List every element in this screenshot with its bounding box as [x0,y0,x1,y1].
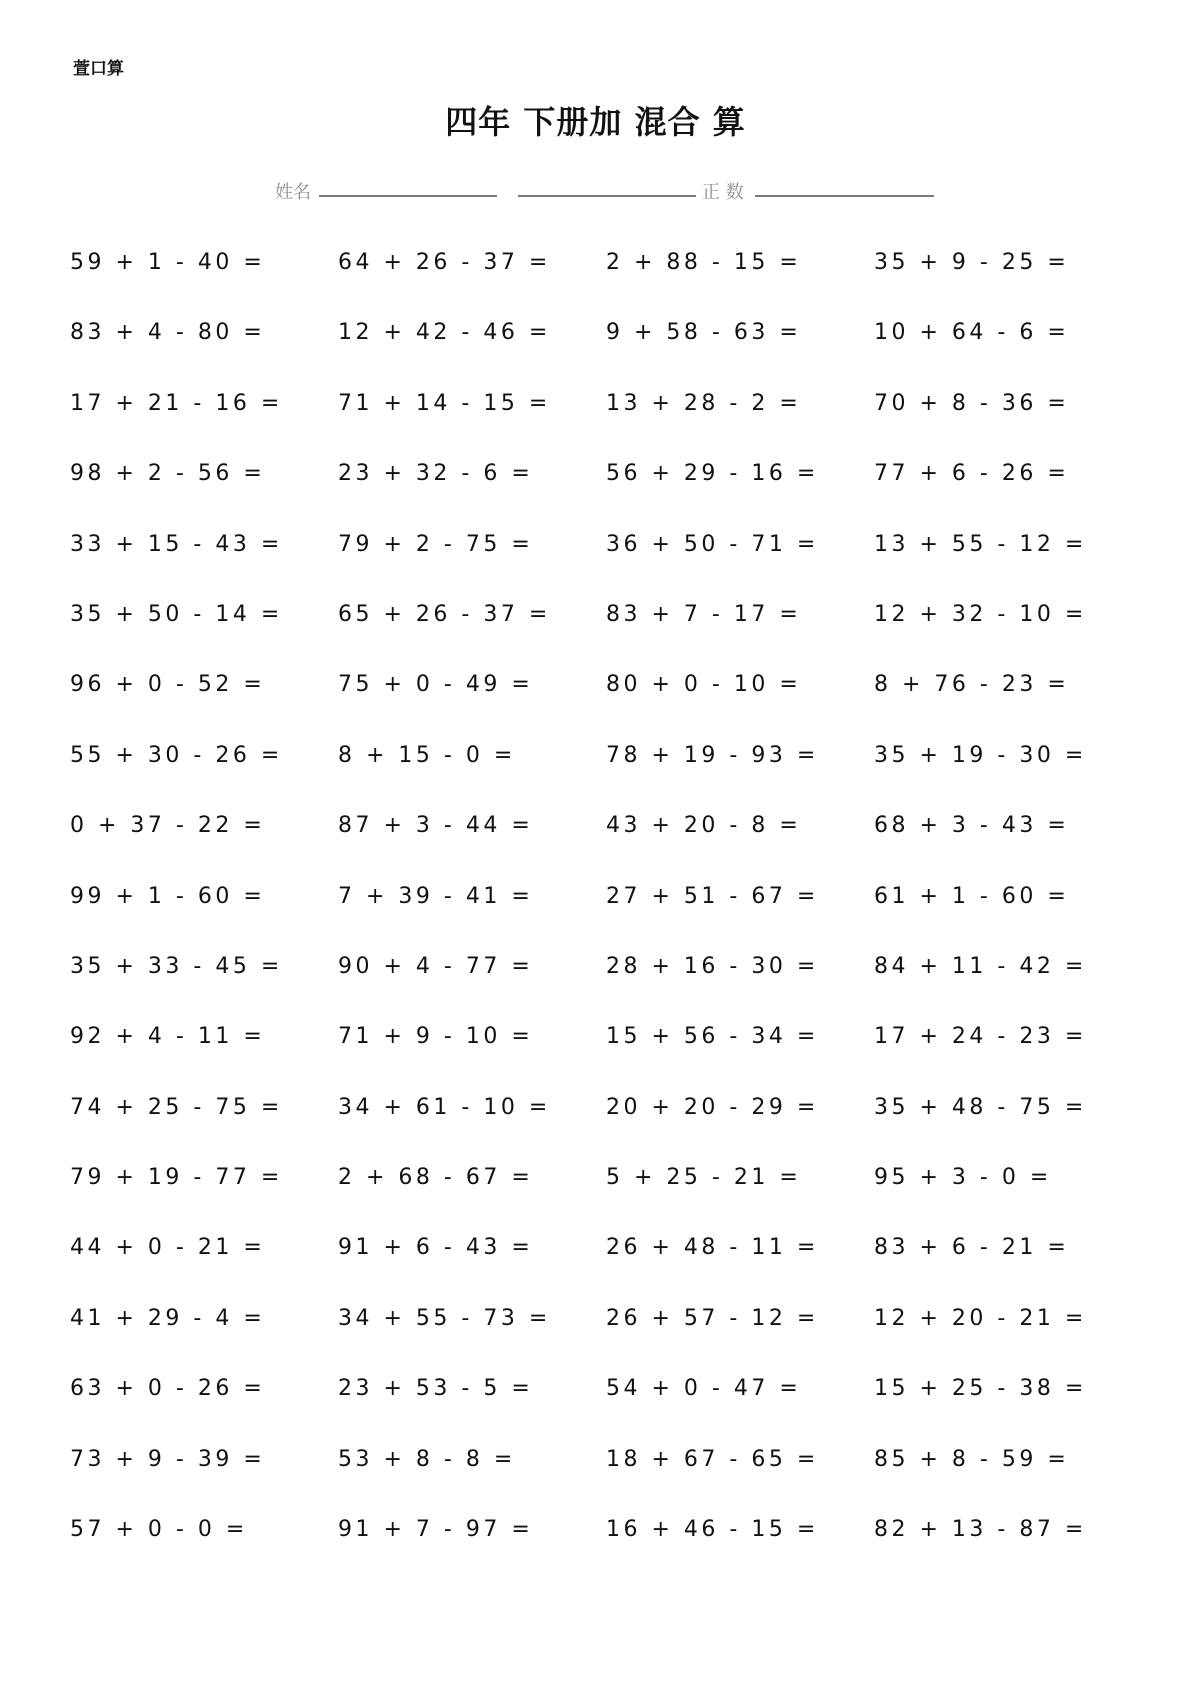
math-problem: 12 + 42 - 46 = [338,320,551,346]
math-problem: 36 + 50 - 71 = [606,531,819,557]
math-problem: 70 + 8 - 36 = [874,390,1070,416]
math-problem: 2 + 68 - 67 = [338,1165,534,1191]
math-problem: 10 + 64 - 6 = [874,320,1070,346]
math-problem: 27 + 51 - 67 = [606,883,819,909]
math-problem: 59 + 1 - 40 = [70,250,266,275]
score-label: 正 数 [702,182,744,203]
math-problem: 56 + 29 - 16 = [606,461,819,487]
math-problem: 99 + 1 - 60 = [70,883,266,909]
math-problem: 44 + 0 - 21 = [70,1235,266,1261]
math-problem: 20 + 20 - 29 = [606,1094,819,1120]
math-problem: 64 + 26 - 37 = [338,250,551,275]
math-problem: 34 + 61 - 10 = [338,1094,551,1120]
math-problem: 53 + 8 - 8 = [338,1446,516,1472]
math-problem: 15 + 25 - 38 = [874,1376,1087,1402]
math-problem: 80 + 0 - 10 = [606,672,802,698]
problem-grid [70,250,1150,1587]
math-problem: 83 + 4 - 80 = [70,320,266,346]
math-problem: 33 + 15 - 43 = [70,531,283,557]
score-rule [755,195,934,197]
math-problem: 34 + 55 - 73 = [338,1305,551,1331]
math-problem: 83 + 7 - 17 = [606,601,802,627]
math-problem: 92 + 4 - 11 = [70,1024,266,1050]
math-problem: 65 + 26 - 37 = [338,601,551,627]
math-problem: 96 + 0 - 52 = [70,672,266,698]
math-problem: 5 + 25 - 21 = [606,1165,802,1191]
math-problem: 12 + 32 - 10 = [874,601,1087,627]
name-label: 姓名 [275,182,311,203]
math-problem: 68 + 3 - 43 = [874,813,1070,839]
math-problem: 79 + 2 - 75 = [338,531,534,557]
math-problem: 12 + 20 - 21 = [874,1305,1087,1331]
math-problem: 13 + 55 - 12 = [874,531,1087,557]
math-problem: 35 + 50 - 14 = [70,601,283,627]
math-problem: 91 + 7 - 97 = [338,1517,534,1543]
blank-rule [518,195,696,197]
math-problem: 35 + 19 - 30 = [874,742,1087,768]
page-title: 四年 下册加 混合 算 [445,103,746,141]
math-problem: 77 + 6 - 26 = [874,461,1070,487]
math-problem: 82 + 13 - 87 = [874,1517,1087,1543]
math-problem: 8 + 15 - 0 = [338,742,516,768]
math-problem: 78 + 19 - 93 = [606,742,819,768]
math-problem: 87 + 3 - 44 = [338,813,534,839]
math-problem: 17 + 21 - 16 = [70,390,283,416]
math-problem: 35 + 9 - 25 = [874,250,1070,275]
math-problem: 74 + 25 - 75 = [70,1094,283,1120]
math-problem: 71 + 14 - 15 = [338,390,551,416]
math-problem: 15 + 56 - 34 = [606,1024,819,1050]
math-problem: 71 + 9 - 10 = [338,1024,534,1050]
math-problem: 7 + 39 - 41 = [338,883,534,909]
math-problem: 23 + 53 - 5 = [338,1376,534,1402]
math-problem: 18 + 67 - 65 = [606,1446,819,1472]
math-problem: 23 + 32 - 6 = [338,461,534,487]
math-problem: 43 + 20 - 8 = [606,813,802,839]
math-problem: 61 + 1 - 60 = [874,883,1070,909]
student-info-line [0,178,1191,202]
math-problem: 90 + 4 - 77 = [338,953,534,979]
math-problem: 75 + 0 - 49 = [338,672,534,698]
math-problem: 35 + 33 - 45 = [70,953,283,979]
math-problem: 16 + 46 - 15 = [606,1517,819,1543]
math-problem: 57 + 0 - 0 = [70,1517,248,1543]
math-problem: 98 + 2 - 56 = [70,461,266,487]
math-problem: 85 + 8 - 59 = [874,1446,1070,1472]
math-problem: 55 + 30 - 26 = [70,742,283,768]
math-problem: 91 + 6 - 43 = [338,1235,534,1261]
math-problem: 83 + 6 - 21 = [874,1235,1070,1261]
math-problem: 9 + 58 - 63 = [606,320,802,346]
math-problem: 35 + 48 - 75 = [874,1094,1087,1120]
math-problem: 8 + 76 - 23 = [874,672,1070,698]
math-problem: 63 + 0 - 26 = [70,1376,266,1402]
math-problem: 84 + 11 - 42 = [874,953,1087,979]
name-rule [319,195,497,197]
math-problem: 95 + 3 - 0 = [874,1165,1052,1191]
math-problem: 17 + 24 - 23 = [874,1024,1087,1050]
math-problem: 2 + 88 - 15 = [606,250,802,275]
math-problem: 0 + 37 - 22 = [70,813,266,839]
header-tag: 萱口算 [73,59,124,79]
math-problem: 28 + 16 - 30 = [606,953,819,979]
math-problem: 26 + 57 - 12 = [606,1305,819,1331]
math-problem: 79 + 19 - 77 = [70,1165,283,1191]
math-problem: 41 + 29 - 4 = [70,1305,266,1331]
math-problem: 54 + 0 - 47 = [606,1376,802,1402]
math-problem: 13 + 28 - 2 = [606,390,802,416]
math-problem: 26 + 48 - 11 = [606,1235,819,1261]
math-problem: 73 + 9 - 39 = [70,1446,266,1472]
